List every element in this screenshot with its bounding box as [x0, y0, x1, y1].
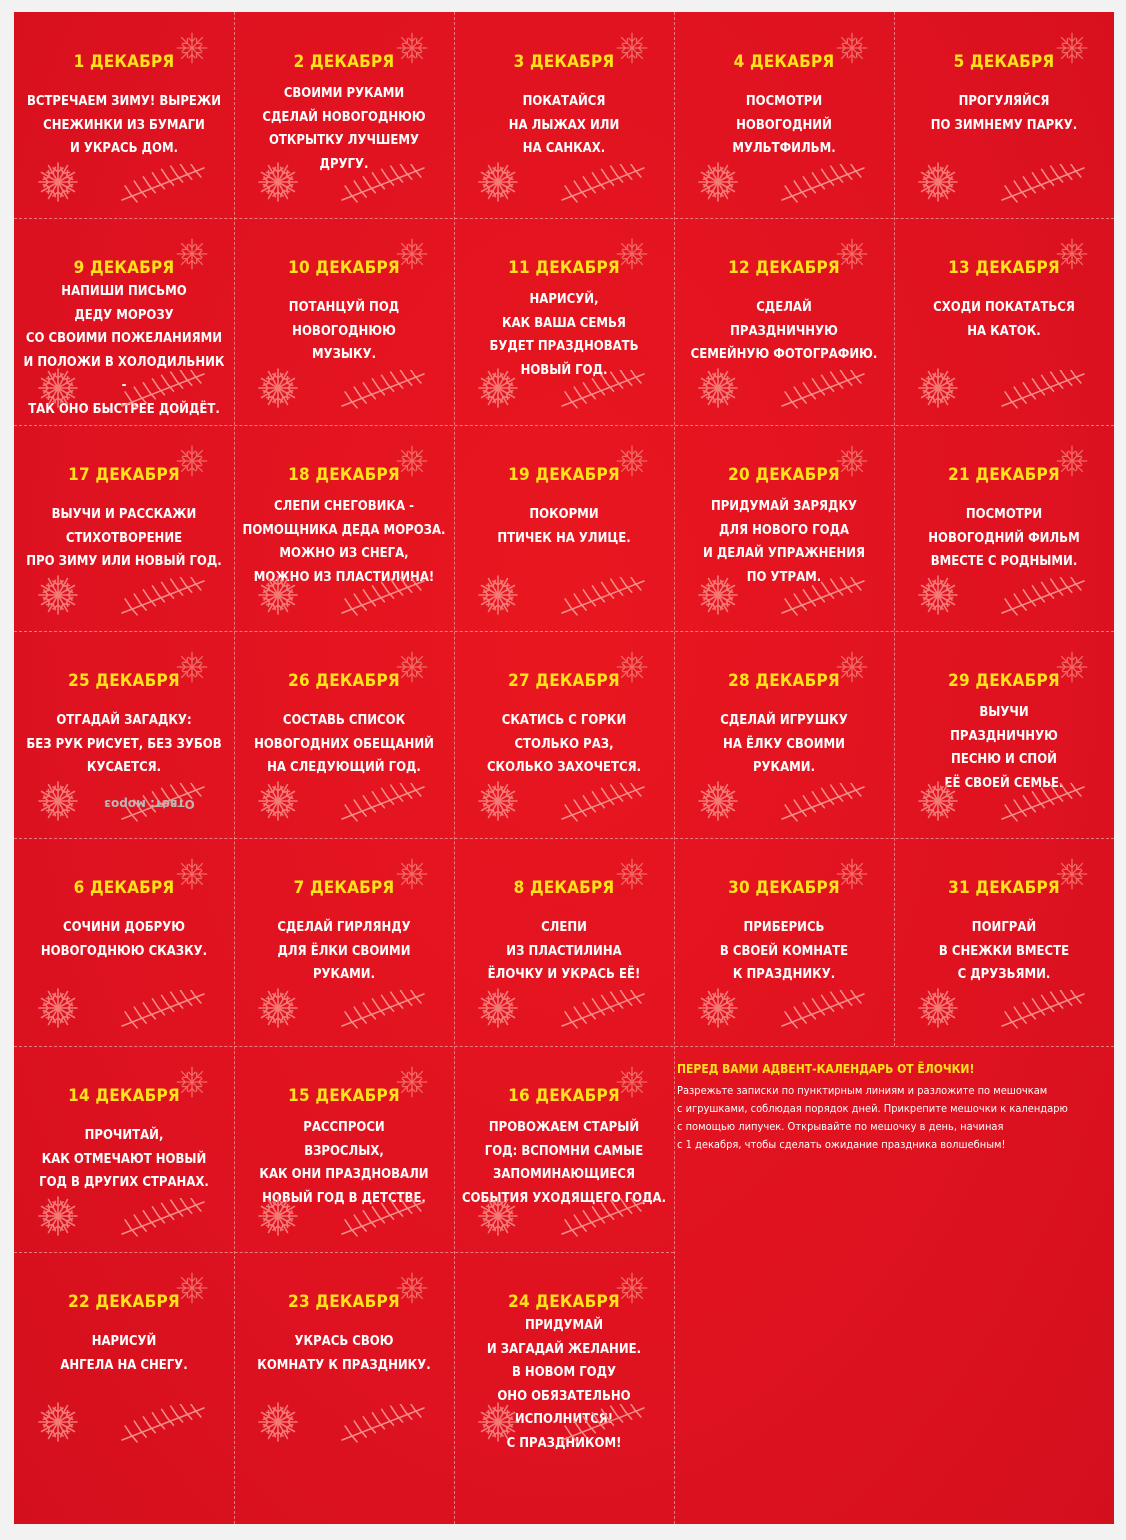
fir-branch-icon: [998, 370, 1088, 410]
snowflake-icon: [476, 1400, 520, 1444]
card-task: ПРОВОЖАЕМ СТАРЫЙ ГОД: ВСПОМНИ САМЫЕ ЗАПОМИНАЮЩИЕСЯ СОБЫТИЯ УХОДЯЩЕГО ГОДА.: [461, 1120, 667, 1206]
fir-branch-icon: [778, 370, 868, 410]
card-date: 16 ДЕКАБРЯ: [508, 1086, 620, 1106]
instructions-line: с помощью липучек. Открывайте по мешочку в день, начиная: [677, 1120, 1004, 1133]
snowflake-icon: [696, 160, 740, 204]
fir-branch-icon: [118, 1404, 208, 1444]
card-task: СЛЕПИ СНЕГОВИКА - ПОМОЩНИКА ДЕДА МОРОЗА. МОЖНО ИЗ СНЕГА, МОЖНО ИЗ ПЛАСТИЛИНА!: [242, 499, 446, 585]
fir-branch-icon: [778, 577, 868, 617]
fir-branch-icon: [338, 577, 428, 617]
task-card: [14, 1252, 234, 1458]
card-task: ПРИДУМАЙ ЗАРЯДКУ ДЛЯ НОВОГО ГОДА И ДЕЛАЙ УПРАЖНЕНИЯ ПО УТРАМ.: [703, 499, 865, 585]
cut-line: [234, 12, 235, 1524]
cut-line: [454, 12, 455, 1524]
snowflake-icon: [36, 779, 80, 823]
card-task: ПОСМОТРИ НОВОГОДНИЙ МУЛЬТФИЛЬМ.: [732, 94, 836, 156]
fir-branch-icon: [558, 1198, 648, 1238]
cut-line: [894, 12, 895, 1046]
fir-branch-icon: [998, 783, 1088, 823]
instructions-line: с игрушками, соблюдая порядок дней. Прикрепите мешочки к календарю: [677, 1102, 1068, 1115]
fir-branch-icon: [338, 783, 428, 823]
card-task: СДЕЛАЙ ГИРЛЯНДУ ДЛЯ ЁЛКИ СВОИМИ РУКАМИ.: [277, 920, 411, 982]
card-task: СДЕЛАЙ ИГРУШКУ НА ЁЛКУ СВОИМИ РУКАМИ.: [720, 713, 848, 775]
card-date: 10 ДЕКАБРЯ: [288, 258, 400, 278]
task-card: [14, 631, 234, 837]
task-card: [14, 425, 234, 631]
fir-branch-icon: [338, 1404, 428, 1444]
task-card: [674, 631, 894, 837]
fir-branch-icon: [118, 990, 208, 1030]
cut-line: [14, 425, 1114, 426]
fir-branch-icon: [118, 1198, 208, 1238]
task-card: [14, 838, 234, 1044]
task-card: [234, 631, 454, 837]
fir-branch-icon: [558, 370, 648, 410]
instructions-title: ПЕРЕД ВАМИ АДВЕНТ-КАЛЕНДАРЬ ОТ ЁЛОЧКИ!: [677, 1062, 975, 1076]
snowflake-icon: [476, 573, 520, 617]
fir-branch-icon: [338, 164, 428, 204]
card-task: СКАТИСЬ С ГОРКИ СТОЛЬКО РАЗ, СКОЛЬКО ЗАХОЧЕТСЯ.: [486, 713, 642, 775]
snowflake-icon: [36, 160, 80, 204]
snowflake-icon: [256, 986, 300, 1030]
card-task: РАССПРОСИ ВЗРОСЛЫХ, КАК ОНИ ПРАЗДНОВАЛИ НОВЫЙ ГОД В ДЕТСТВЕ.: [259, 1120, 429, 1206]
card-task: УКРАСЬ СВОЮ КОМНАТУ К ПРАЗДНИКУ.: [257, 1334, 431, 1373]
card-task: СОЧИНИ ДОБРУЮ НОВОГОДНЮЮ СКАЗКУ.: [40, 920, 208, 959]
fir-branch-icon: [558, 1404, 648, 1444]
fir-branch-icon: [778, 990, 868, 1030]
task-card: [674, 425, 894, 631]
fir-branch-icon: [338, 990, 428, 1030]
card-date: 27 ДЕКАБРЯ: [508, 671, 620, 691]
snowflake-icon: [36, 366, 80, 410]
card-date: 8 ДЕКАБРЯ: [513, 878, 615, 898]
card-task: СВОИМИ РУКАМИ СДЕЛАЙ НОВОГОДНЮЮ ОТКРЫТКУ ЛУЧШЕМУ ДРУГУ.: [262, 86, 426, 172]
card-date: 14 ДЕКАБРЯ: [68, 1086, 180, 1106]
cut-line: [14, 631, 1114, 632]
fir-branch-icon: [118, 370, 208, 410]
cut-line: [14, 1252, 674, 1253]
card-task: ПРИДУМАЙ И ЗАГАДАЙ ЖЕЛАНИЕ. В НОВОМ ГОДУ ОНО ОБЯЗАТЕЛЬНО ИСПОЛНИТСЯ! С ПРАЗДНИКОМ!: [486, 1318, 642, 1451]
snowflake-icon: [256, 573, 300, 617]
card-task: ВСТРЕЧАЕМ ЗИМУ! ВЫРЕЖИ СНЕЖИНКИ ИЗ БУМАГИ И УКРАСЬ ДОМ.: [26, 94, 222, 156]
task-card: [454, 218, 674, 424]
task-card: [894, 631, 1114, 837]
snowflake-icon: [696, 779, 740, 823]
card-date: 4 ДЕКАБРЯ: [733, 52, 835, 72]
task-card: [454, 1046, 674, 1252]
fir-branch-icon: [998, 577, 1088, 617]
instructions-block: [677, 1062, 1107, 1154]
card-task: ПРОГУЛЯЙСЯ ПО ЗИМНЕМУ ПАРКУ.: [930, 94, 1078, 133]
fir-branch-icon: [558, 577, 648, 617]
card-task: ВЫУЧИ ПРАЗДНИЧНУЮ ПЕСНЮ И СПОЙ ЕЁ СВОЕЙ СЕМЬЕ.: [944, 705, 1064, 791]
task-card: [14, 12, 234, 218]
snowflake-icon: [36, 1194, 80, 1238]
task-card: [454, 838, 674, 1044]
fir-branch-icon: [998, 990, 1088, 1030]
card-task: ПОИГРАЙ В СНЕЖКИ ВМЕСТЕ С ДРУЗЬЯМИ.: [938, 920, 1070, 982]
card-task: ПРИБЕРИСЬ В СВОЕЙ КОМНАТЕ К ПРАЗДНИКУ.: [719, 920, 849, 982]
card-task: ПРОЧИТАЙ, КАК ОТМЕЧАЮТ НОВЫЙ ГОД В ДРУГИХ СТРАНАХ.: [39, 1128, 209, 1190]
card-date: 7 ДЕКАБРЯ: [293, 878, 395, 898]
card-task: СХОДИ ПОКАТАТЬСЯ НА КАТОК.: [933, 300, 1075, 339]
snowflake-icon: [36, 573, 80, 617]
fir-branch-icon: [118, 577, 208, 617]
snowflake-icon: [696, 366, 740, 410]
snowflake-icon: [36, 986, 80, 1030]
snowflake-icon: [476, 779, 520, 823]
snowflake-icon: [476, 1194, 520, 1238]
card-date: 12 ДЕКАБРЯ: [728, 258, 840, 278]
snowflake-icon: [256, 160, 300, 204]
task-card: [14, 218, 234, 424]
task-card: [674, 838, 894, 1044]
cut-line: [14, 1046, 1114, 1047]
fir-branch-icon: [778, 164, 868, 204]
riddle-answer: Ответ: мороз: [104, 797, 195, 811]
task-card: [454, 12, 674, 218]
task-card: [674, 218, 894, 424]
card-date: 6 ДЕКАБРЯ: [73, 878, 175, 898]
fir-branch-icon: [118, 164, 208, 204]
snowflake-icon: [256, 1400, 300, 1444]
card-date: 20 ДЕКАБРЯ: [728, 465, 840, 485]
card-date: 29 ДЕКАБРЯ: [948, 671, 1060, 691]
task-card: [894, 218, 1114, 424]
card-date: 26 ДЕКАБРЯ: [288, 671, 400, 691]
cut-line: [674, 12, 675, 1524]
snowflake-icon: [256, 779, 300, 823]
snowflake-icon: [476, 160, 520, 204]
task-card: [234, 218, 454, 424]
fir-branch-icon: [998, 164, 1088, 204]
task-card: [234, 1046, 454, 1252]
task-card: [234, 838, 454, 1044]
card-date: 11 ДЕКАБРЯ: [508, 258, 620, 278]
card-date: 17 ДЕКАБРЯ: [68, 465, 180, 485]
snowflake-icon: [36, 1400, 80, 1444]
card-task: ПОТАНЦУЙ ПОД НОВОГОДНЮЮ МУЗЫКУ.: [288, 300, 400, 362]
fir-branch-icon: [558, 783, 648, 823]
card-date: 1 ДЕКАБРЯ: [73, 52, 175, 72]
snowflake-icon: [696, 573, 740, 617]
fir-branch-icon: [558, 164, 648, 204]
card-date: 25 ДЕКАБРЯ: [68, 671, 180, 691]
task-card: [894, 12, 1114, 218]
card-task: СЛЕПИ ИЗ ПЛАСТИЛИНА ЁЛОЧКУ И УКРАСЬ ЕЁ!: [487, 920, 641, 982]
card-date: 23 ДЕКАБРЯ: [288, 1292, 400, 1312]
card-task: ОТГАДАЙ ЗАГАДКУ: БЕЗ РУК РИСУЕТ, БЕЗ ЗУБОВ КУСАЕТСЯ.: [26, 713, 222, 775]
cut-line: [14, 218, 1114, 219]
task-card: [894, 838, 1114, 1044]
task-card: [454, 425, 674, 631]
card-date: 2 ДЕКАБРЯ: [293, 52, 395, 72]
task-card: [894, 425, 1114, 631]
card-date: 19 ДЕКАБРЯ: [508, 465, 620, 485]
snowflake-icon: [256, 1194, 300, 1238]
snowflake-icon: [696, 986, 740, 1030]
instructions-line: Разрежьте записки по пунктирным линиям и разложите по мешочкам: [677, 1084, 1048, 1097]
snowflake-icon: [916, 366, 960, 410]
instructions-line: с 1 декабря, чтобы сделать ожидание праздника волшебным!: [677, 1138, 1006, 1151]
snowflake-icon: [916, 160, 960, 204]
fir-branch-icon: [778, 783, 868, 823]
fir-branch-icon: [338, 1198, 428, 1238]
task-card: [234, 1252, 454, 1458]
cut-line: [14, 838, 1114, 839]
card-date: 24 ДЕКАБРЯ: [508, 1292, 620, 1312]
card-task: ПОКОРМИ ПТИЧЕК НА УЛИЦЕ.: [497, 507, 631, 546]
card-date: 31 ДЕКАБРЯ: [948, 878, 1060, 898]
task-card: [674, 12, 894, 218]
task-card: [454, 631, 674, 837]
advent-calendar-sheet: [14, 12, 1114, 1524]
snowflake-icon: [476, 986, 520, 1030]
card-task: НАРИСУЙ, КАК ВАША СЕМЬЯ БУДЕТ ПРАЗДНОВАТЬ НОВЫЙ ГОД.: [489, 292, 639, 378]
card-date: 13 ДЕКАБРЯ: [948, 258, 1060, 278]
snowflake-icon: [476, 366, 520, 410]
card-task: ВЫУЧИ И РАССКАЖИ СТИХОТВОРЕНИЕ ПРО ЗИМУ ИЛИ НОВЫЙ ГОД.: [26, 507, 222, 569]
card-date: 3 ДЕКАБРЯ: [513, 52, 615, 72]
task-card: [454, 1252, 674, 1458]
task-card: [14, 1046, 234, 1252]
card-date: 30 ДЕКАБРЯ: [728, 878, 840, 898]
card-task: ПОСМОТРИ НОВОГОДНИЙ ФИЛЬМ ВМЕСТЕ С РОДНЫМИ.: [928, 507, 1080, 569]
task-card: [234, 12, 454, 218]
snowflake-icon: [916, 986, 960, 1030]
card-task: НАРИСУЙ АНГЕЛА НА СНЕГУ.: [60, 1334, 188, 1373]
snowflake-icon: [256, 366, 300, 410]
card-date: 18 ДЕКАБРЯ: [288, 465, 400, 485]
card-date: 21 ДЕКАБРЯ: [948, 465, 1060, 485]
card-date: 5 ДЕКАБРЯ: [953, 52, 1055, 72]
fir-branch-icon: [558, 990, 648, 1030]
snowflake-icon: [916, 573, 960, 617]
card-task: СОСТАВЬ СПИСОК НОВОГОДНИХ ОБЕЩАНИЙ НА СЛЕДУЮЩИЙ ГОД.: [254, 713, 434, 775]
card-task: СДЕЛАЙ ПРАЗДНИЧНУЮ СЕМЕЙНУЮ ФОТОГРАФИЮ.: [690, 300, 878, 362]
card-date: 22 ДЕКАБРЯ: [68, 1292, 180, 1312]
task-card: [234, 425, 454, 631]
card-date: 28 ДЕКАБРЯ: [728, 671, 840, 691]
card-task: НАПИШИ ПИСЬМО ДЕДУ МОРОЗУ СО СВОИМИ ПОЖЕЛАНИЯМИ И ПОЛОЖИ В ХОЛОДИЛЬНИК - ТАК ОНО БЫСТРЕЕ ДОЙДЁТ.: [23, 284, 225, 417]
snowflake-icon: [916, 779, 960, 823]
card-task: ПОКАТАЙСЯ НА ЛЫЖАХ ИЛИ НА САНКАХ.: [508, 94, 620, 156]
fir-branch-icon: [338, 370, 428, 410]
card-date: 15 ДЕКАБРЯ: [288, 1086, 400, 1106]
card-date: 9 ДЕКАБРЯ: [73, 258, 175, 278]
